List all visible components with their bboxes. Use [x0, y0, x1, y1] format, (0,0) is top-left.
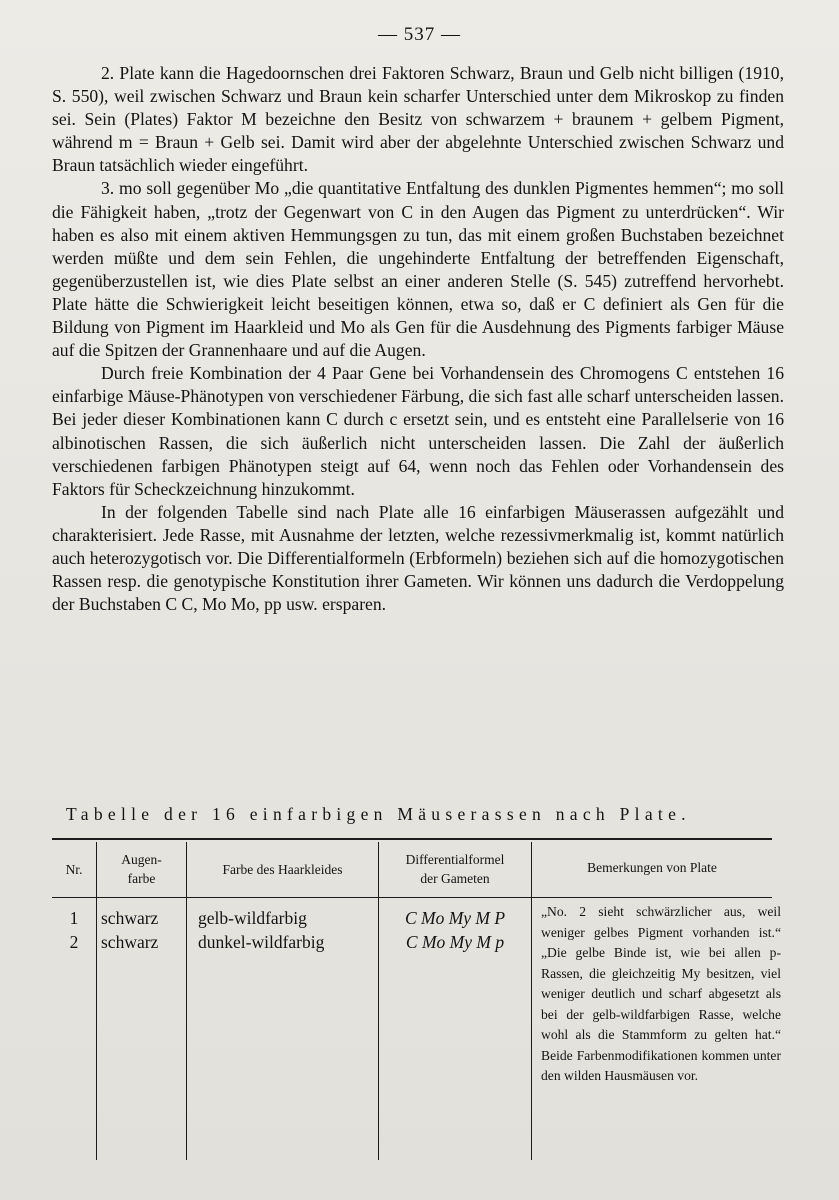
row-coat-color: gelb-wildfarbig — [198, 908, 307, 928]
paragraph-1: 2. Plate kann die Hagedoornschen drei Faktoren Schwarz, Braun und Gelb nicht billigen (1910, S. 550), weil zwischen Schwarz und Braun kein scharfer Unterschied unter dem Mikroskop zu finden sei. Sein (Plates) Faktor M bezeichne den Besitz von schwarzem + braunem + gelbem Pigment, während m = Braun + Gelb sei. Damit wird aber der abgelehnte Unterschied zwischen Schwarz und Braun tatsächlich wieder eingeführt. — [52, 63, 784, 176]
row-coat-color: dunkel-wildfarbig — [198, 932, 325, 952]
column-divider — [96, 842, 97, 1160]
row-eye-color: schwarz — [101, 908, 159, 928]
body-text — [52, 62, 784, 616]
paragraph-3: Durch freie Kombination der 4 Paar Gene bei Vorhandensein des Chromogens C entstehen 16 einfarbige Mäuse-Phänotypen von verschiedener Färbung, die sich fast alle scharf unterscheiden lassen. Bei jeder dieser Kombinationen kann C durch c ersetzt sein, und es entsteht eine Parallelserie von 16 albinotischen Rassen, die sich äußerlich nicht unterscheiden lassen. Die Zahl der äußerlich verschiedenen farbigen Phänotypen steigt auf 64, wenn noch das Fehlen oder Vorhandensein des Faktors für Scheckzeichnung hinzukommt. — [52, 363, 784, 499]
row-formula: C Mo My M p — [405, 932, 505, 952]
header-remarks: Bemerkungen von Plate — [587, 860, 717, 875]
row-nr: 1 — [69, 908, 79, 928]
plate-remark: „No. 2 sieht schwärzlicher aus, weil weniger gelbes Pigment vorhanden ist.“ „Die gelbe Binde ist, wie bei allen p-Rassen, die gleichzeitig My besitzen, viel weniger deutlich und scharf abgesetzt als bei der gelb-wildfarbigen Rasse, welche wohl als die Stammform zu gelten hat.“ Beide Farbenmodifikationen kommen unter den wilden Hausmäusen vor. — [541, 904, 781, 1083]
paragraph-4: In der folgenden Tabelle sind nach Plate alle 16 einfarbigen Mäuserassen aufgezählt und charakterisiert. Jede Rasse, mit Ausnahme der letzten, welche rezessivmerkmalig ist, kommt natürlich auch heterozygotisch vor. Die Differentialformeln (Erbformeln) beziehen sich auf die homozygotischen Rassen resp. die genotypische Konstitution ihrer Gameten. Wir können uns dadurch die Verdoppelung der Buchstaben C C, Mo Mo, pp usw. ersparen. — [52, 501, 784, 615]
header-formula: Differentialformel der Gameten — [405, 852, 505, 886]
header-nr: Nr. — [65, 862, 83, 877]
table-caption: Tabelle der 16 einfarbigen Mäuserassen nach Plate. — [66, 804, 691, 824]
page-number: — 537 — — [378, 24, 461, 45]
table-header-rule — [52, 897, 772, 898]
column-divider — [378, 842, 379, 1160]
header-eye-color: Augen- farbe — [121, 852, 162, 886]
row-nr: 2 — [69, 932, 79, 952]
paragraph-2: 3. mo soll gegenüber Mo „die quantitative Entfaltung des dunklen Pigmentes hemmen“; mo soll die Fähigkeit haben, „trotz der Gegenwart von C in den Augen das Pigment zu unterdrücken“. Wir haben es also mit einem aktiven Hemmungsgen zu tun, das mit einem großen Buchstaben bezeichnet werden müßte und dem sein Fehlen, die ungehinderte Entfaltung der betreffenden Eigenschaft, gegenüberzustellen ist, wie dies Plate selbst an einer anderen Stelle (S. 545) zutreffend hervorhebt. Plate hätte die Schwierigkeit leicht beseitigen können, etwa so, daß er C definiert als Gen für die Bildung von Pigment im Haarkleid und Mo als Gen für die Ausdehnung des Pigments farbiger Mäuse auf die Spitzen der Grannenhaare und auf die Augen. — [52, 178, 784, 361]
column-divider — [186, 842, 187, 1160]
column-divider — [531, 842, 532, 1160]
table-top-rule — [52, 838, 772, 840]
row-eye-color: schwarz — [101, 932, 159, 952]
header-coat-color: Farbe des Haarkleides — [222, 862, 343, 877]
row-formula: C Mo My M P — [404, 908, 506, 928]
